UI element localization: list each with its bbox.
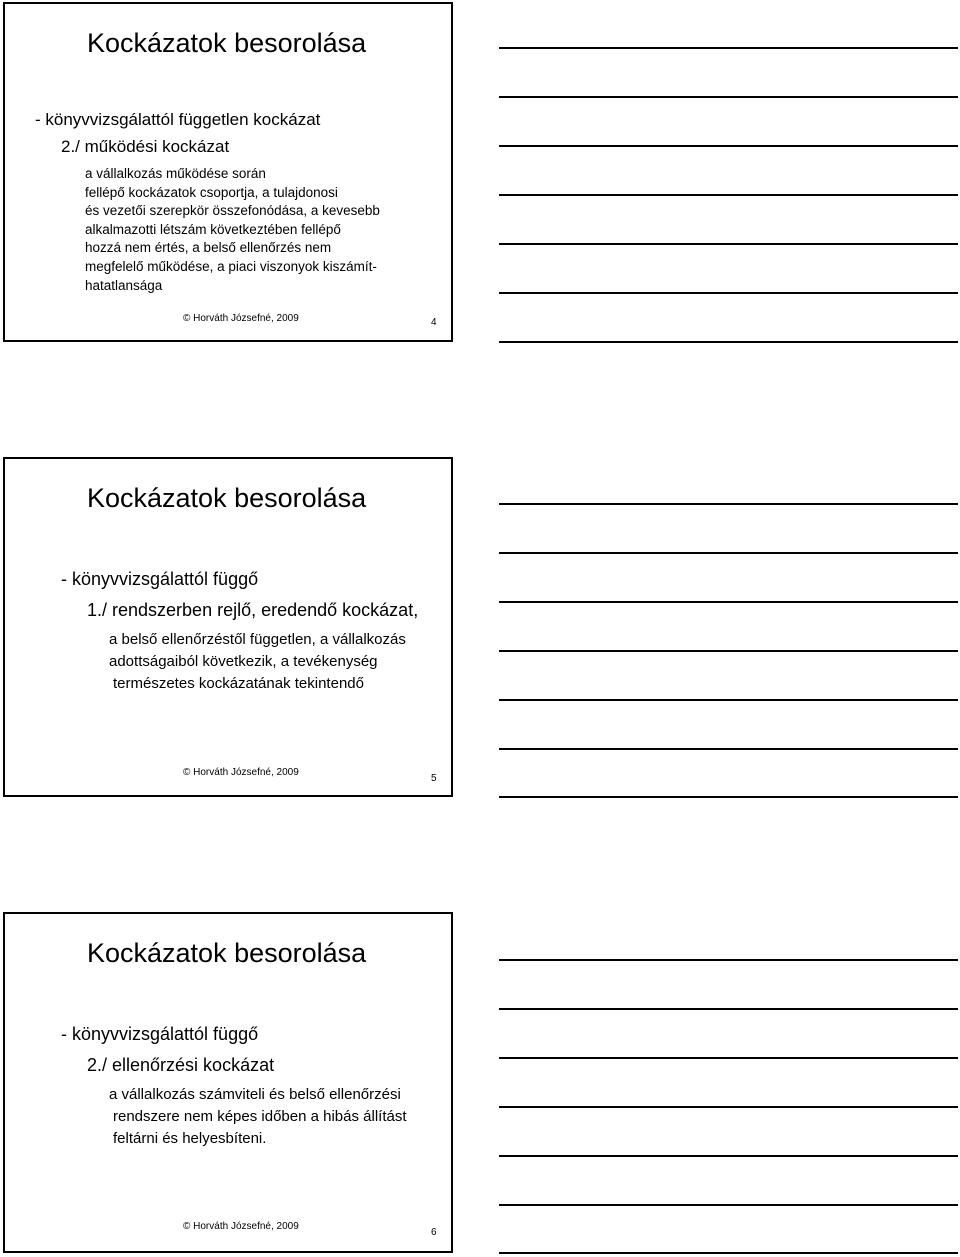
note-line <box>499 1057 958 1059</box>
note-line <box>499 699 958 701</box>
slide-footer-copyright: © Horváth Józsefné, 2009 <box>183 1221 299 1232</box>
bullet-level-2: 1./ rendszerben rejlő, eredendő kockázat, <box>87 600 419 620</box>
body-line: a vállalkozás működése során <box>85 166 266 181</box>
body-line: rendszere nem képes időben a hibás állítást <box>113 1108 407 1125</box>
bullet-level-2: 2./ működési kockázat <box>61 137 230 156</box>
note-line <box>499 194 958 196</box>
slide-4 <box>3 2 453 342</box>
body-line: a belső ellenőrzéstől független, a vállalkozás <box>109 631 406 648</box>
note-line <box>499 1106 958 1108</box>
note-line <box>499 1204 958 1206</box>
note-line <box>499 1008 958 1010</box>
note-line <box>499 552 958 554</box>
note-line <box>499 959 958 961</box>
note-line <box>499 650 958 652</box>
note-line <box>499 145 958 147</box>
note-line <box>499 47 958 49</box>
body-line: hatatlansága <box>85 277 163 293</box>
note-line <box>499 796 958 798</box>
bullet-level-1: - könyvvizsgálattól függő <box>61 1024 259 1044</box>
slide-footer-copyright: © Horváth Józsefné, 2009 <box>183 313 299 324</box>
slide-title: Kockázatok besorolása <box>87 483 367 513</box>
body-line: alkalmazotti létszám következtében fellépő <box>85 221 341 237</box>
note-line <box>499 341 958 343</box>
slide-page-number: 5 <box>431 773 437 784</box>
note-line <box>499 503 958 505</box>
note-line <box>499 243 958 245</box>
bullet-level-2: 2./ ellenőrzési kockázat <box>87 1055 275 1075</box>
slide-body <box>85 165 380 295</box>
slide-body <box>109 1084 407 1150</box>
slide-title: Kockázatok besorolása <box>87 28 367 58</box>
slide-5 <box>3 457 453 797</box>
body-line: természetes kockázatának tekintendő <box>113 675 364 692</box>
slide-6 <box>3 912 453 1253</box>
note-line <box>499 1155 958 1157</box>
note-line <box>499 1252 958 1254</box>
body-line: fellépő kockázatok csoportja, a tulajdonosi <box>85 184 338 200</box>
note-line <box>499 292 958 294</box>
note-line <box>499 601 958 603</box>
slide-title: Kockázatok besorolása <box>87 938 367 968</box>
note-line <box>499 748 958 750</box>
body-line: és vezetői szerepkör összefonódása, a kevesebb <box>85 203 380 219</box>
body-line: hozzá nem értés, a belső ellenőrzés nem <box>85 240 332 256</box>
slide-body <box>109 629 406 695</box>
bullet-level-1: - könyvvizsgálattól függő <box>61 569 259 589</box>
bullet-level-1: - könyvvizsgálattól független kockázat <box>35 110 321 129</box>
slide-page-number: 6 <box>431 1227 437 1238</box>
body-line: adottságaiból következik, a tevékenység <box>109 653 378 670</box>
slide-footer-copyright: © Horváth Józsefné, 2009 <box>183 767 299 778</box>
body-line: megfelelő működése, a piaci viszonyok kiszámít- <box>85 258 377 274</box>
body-line: feltárni és helyesbíteni. <box>113 1130 267 1147</box>
note-line <box>499 96 958 98</box>
slide-page-number: 4 <box>431 317 437 328</box>
body-line: a vállalkozás számviteli és belső ellenőrzési <box>109 1086 401 1103</box>
